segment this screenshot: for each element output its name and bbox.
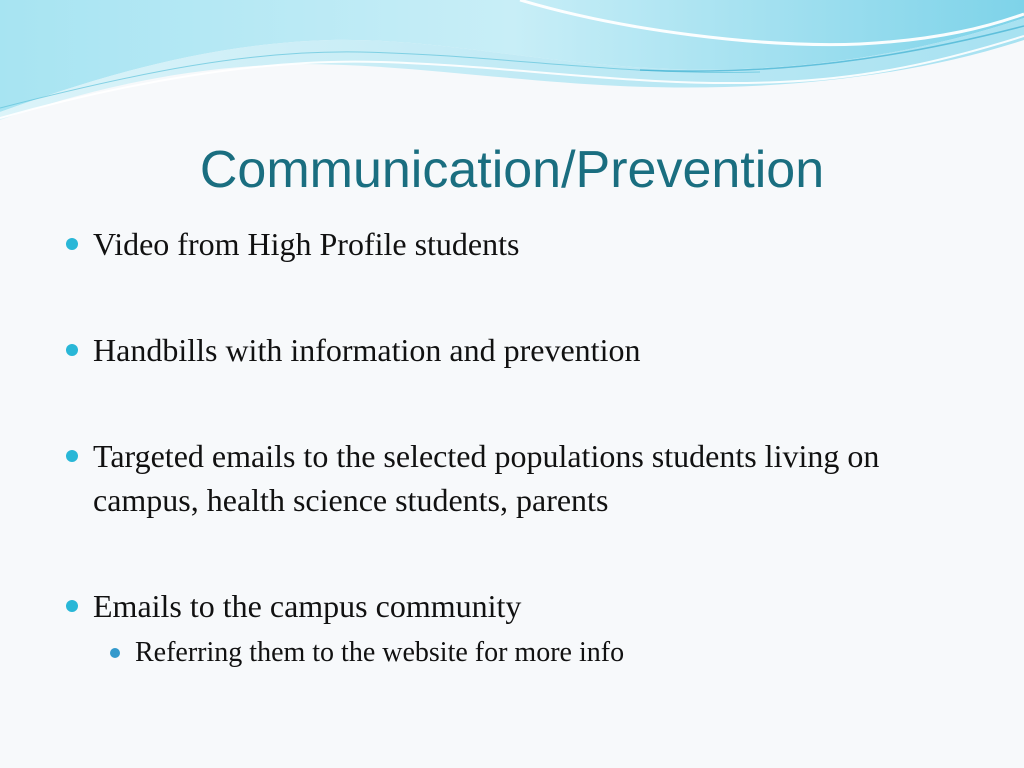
header-wave-decoration [0,0,1024,130]
bullet-item [62,434,962,522]
bullet-list [62,222,962,672]
bullet-dot-icon [66,600,78,612]
bullet-dot-icon [66,238,78,250]
bullet-text: Video from High Profile students [93,226,520,262]
bullet-text: Emails to the campus community [93,588,522,624]
sub-bullet-dot-icon [110,648,120,658]
bullet-dot-icon [66,450,78,462]
bullet-item [62,328,962,372]
sub-bullet-text: Referring them to the website for more info [135,637,625,668]
bullet-text: Handbills with information and prevention [93,332,641,368]
sub-bullet-item [93,634,962,672]
bullet-dot-icon [66,344,78,356]
bullet-item [62,584,962,672]
bullet-text: Targeted emails to the selected populations students living on campus, health science students, parents [93,438,880,518]
slide-title: Communication/Prevention [199,141,825,199]
bullet-item [62,222,962,266]
sub-bullet-list [93,634,962,672]
